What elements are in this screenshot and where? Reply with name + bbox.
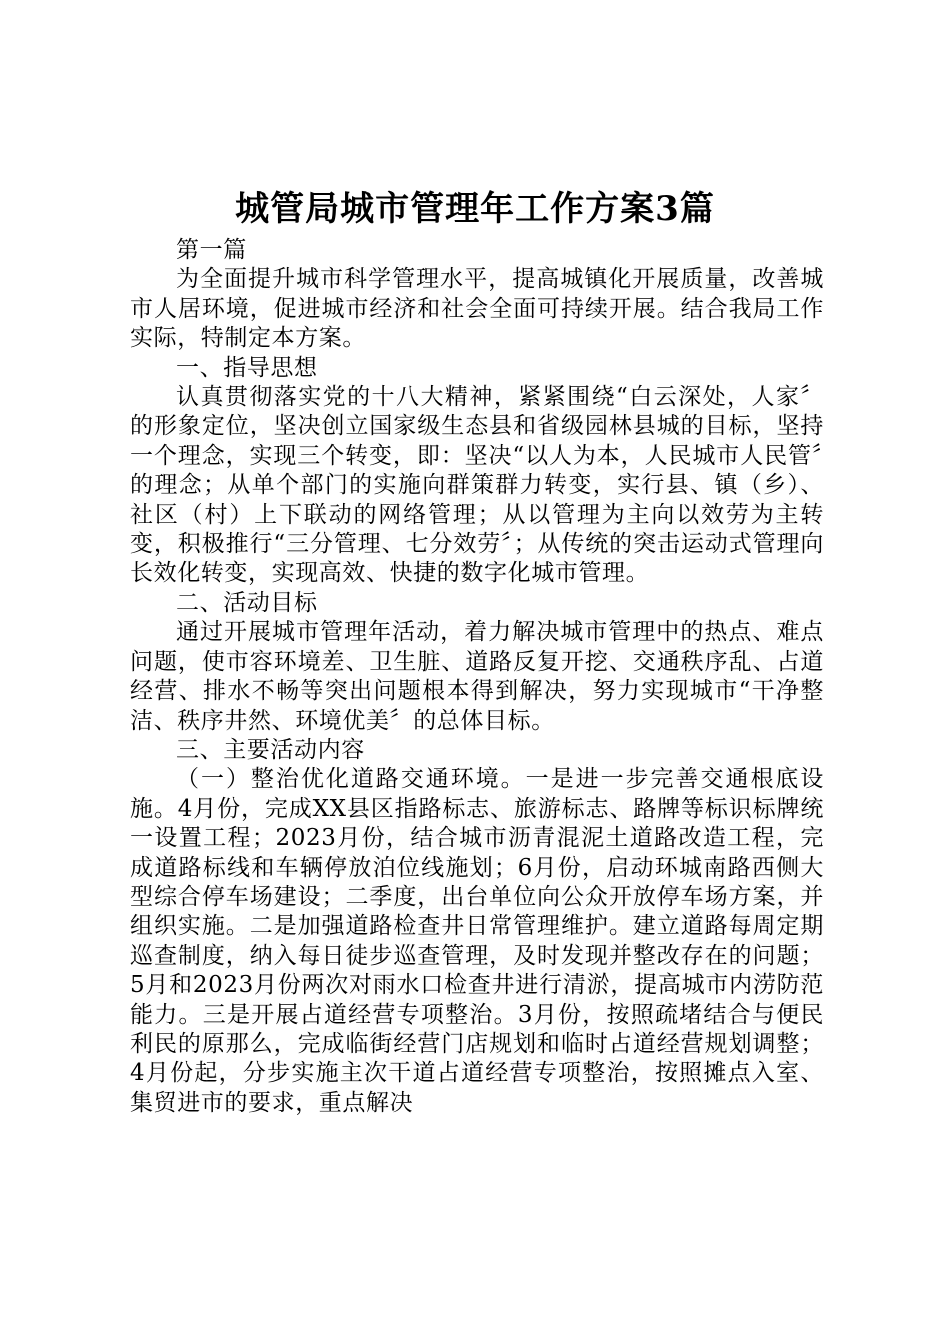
heading-activity-goals: 二、活动目标 [176, 589, 318, 616]
section-label-first: 第一篇 [176, 237, 247, 263]
main-activities-paragraph: （一）整治优化道路交通环境。一是进一步完善交通根底设施。4月份，完成XX县区指路标志、旅游标志、路牌等标识标牌统一设置工程；2023月份，结合城市沥青混泥土道路改造工程，完成道路标线和车辆停放泊位线施划；6月份，启动环城南路西侧大型综合停车场建设；二季度，出台单位向公众开放停车场方案，并组织实施。二是加强道路检查井日常管理维护。建立道路每周定期巡查制度，纳入每日徒步巡查管理，及时发现并整改存在的问题；5月和2023月份两次对雨水口检查井进行清淤，提高城市内涝防范能力。三是开展占道经营专项整治。3月份，按照疏堵结合与便民利民的原那么，完成临街经营门店规划和临时占道经营规划调整；4月份起，分步实施主次干道占道经营专项整治，按照摊点入室、集贸进市的要求，重点解决 [130, 766, 824, 1116]
document-body [130, 236, 824, 1118]
heading-main-activities: 三、主要活动内容 [176, 736, 365, 763]
intro-paragraph: 为全面提升城市科学管理水平，提高城镇化开展质量，改善城市人居环境，促进城市经济和社会全面可持续开展。结合我局工作实际，特制定本方案。 [130, 266, 824, 352]
guiding-ideology-paragraph: 认真贯彻落实党的十八大精神，紧紧围绕“白云深处，人家〞的形象定位，坚决创立国家级生态县和省级园林县城的目标，坚持一个理念，实现三个转变，即：坚决“以人为本，人民城市人民管〞的理念；从单个部门的实施向群策群力转变，实行县、镇（乡）、社区（村）上下联动的网络管理；从以管理为主向以效劳为主转变，积极推行“三分管理、七分效劳〞；从传统的突击运动式管理向长效化转变，实现高效、快捷的数字化城市管理。 [130, 384, 824, 587]
document-title: 城管局城市管理年工作方案3篇 [235, 189, 715, 229]
activity-goals-paragraph: 通过开展城市管理年活动，着力解决城市管理中的热点、难点问题，使市容环境差、卫生脏、道路反复开挖、交通秩序乱、占道经营、排水不畅等突出问题根本得到解决，努力实现城市“干净整洁、秩序井然、环境优美〞的总体目标。 [130, 619, 824, 734]
heading-guiding-ideology: 一、指导思想 [176, 354, 318, 381]
